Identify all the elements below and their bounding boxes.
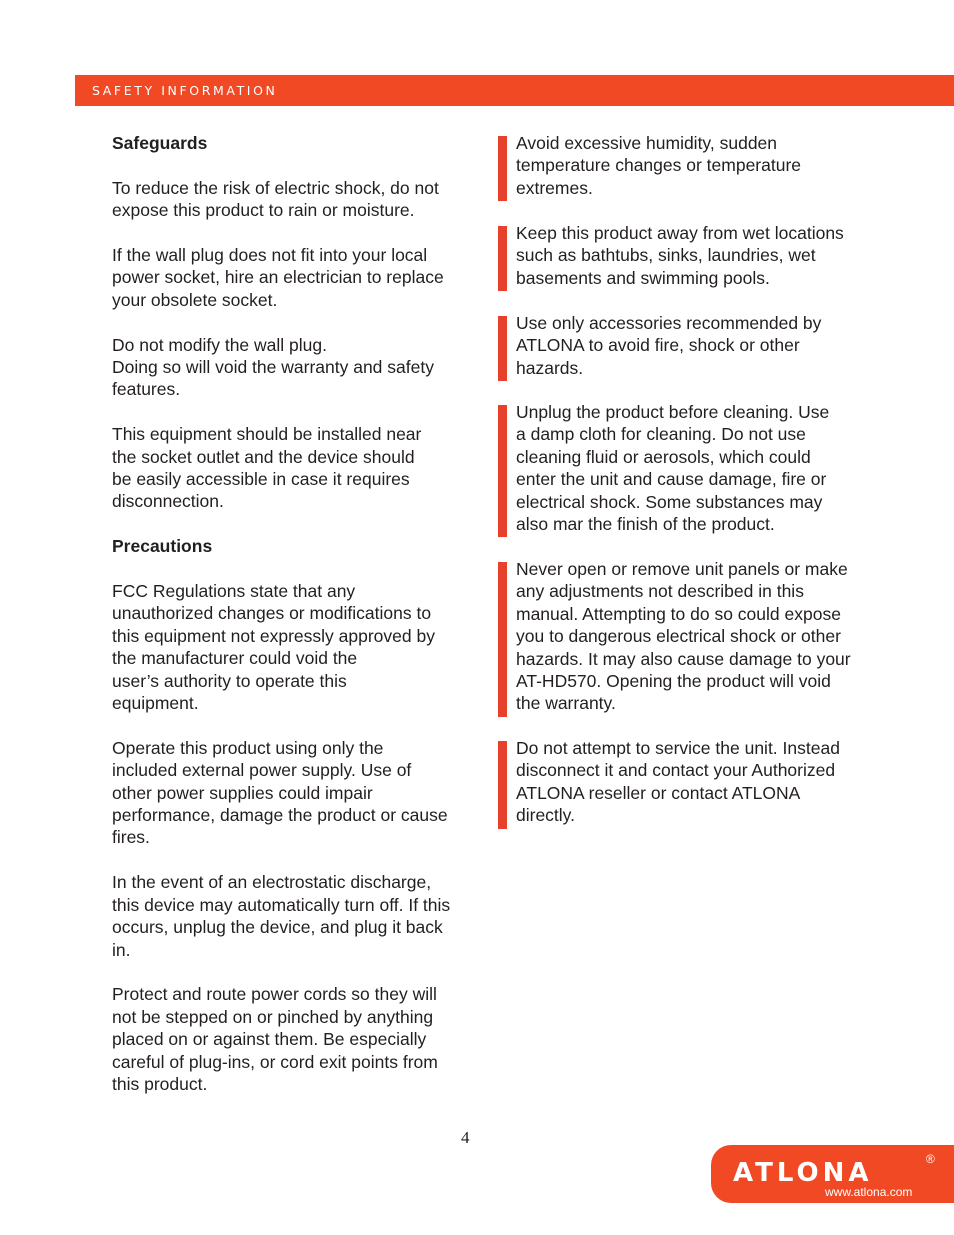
text-line: If the wall plug does not fit into your local — [112, 245, 428, 265]
text-line: Protect and route power cords so they will — [112, 984, 437, 1005]
paragraph — [112, 244, 482, 311]
website-url: www.atlona.com — [825, 1185, 913, 1199]
text-line: disconnection. — [112, 491, 224, 512]
safety-item — [498, 312, 888, 379]
text-line: expose this product to rain or moisture. — [112, 200, 415, 221]
text-line: the warranty. — [516, 693, 616, 714]
text-line: such as bathtubs, sinks, laundries, wet — [516, 245, 816, 266]
paragraph — [112, 334, 482, 401]
text-line: performance, damage the product or cause — [112, 805, 448, 826]
text-line: included external power supply. Use of — [112, 760, 412, 781]
text-line: basements and swimming pools. — [516, 267, 770, 288]
text-line: ATLONA to avoid fire, shock or other — [516, 335, 800, 356]
safety-item — [498, 558, 888, 715]
text-line: temperature changes or temperature — [516, 155, 802, 176]
paragraph — [112, 580, 482, 714]
text-line: you to dangerous electrical shock or other — [516, 626, 841, 647]
section-header-bar — [75, 75, 954, 106]
left-column — [112, 132, 482, 1095]
text-line: the socket outlet and the device should — [112, 446, 415, 467]
accent-bar — [498, 741, 507, 829]
text-line: not be stepped on or pinched by anything — [112, 1006, 434, 1027]
text-line: this equipment not expressly approved by — [112, 625, 435, 646]
text-line: in. — [112, 939, 131, 960]
text-line: cleaning fluid or aerosols, which could — [516, 446, 811, 467]
text-line: Unplug the product before cleaning. Use — [516, 402, 830, 422]
text-line: electrical shock. Some substances may — [516, 491, 823, 512]
text-line: ATLONA reseller or contact ATLONA — [516, 782, 801, 803]
paragraph — [112, 983, 482, 1095]
atlona-logo — [711, 1145, 954, 1203]
text-line: Never open or remove unit panels or make — [516, 559, 848, 579]
accent-bar — [498, 562, 507, 717]
paragraph — [112, 177, 482, 222]
text-line: directly. — [516, 805, 575, 826]
text-line: Doing so will void the warranty and safety — [112, 357, 434, 378]
registered-mark: ® — [926, 1152, 935, 1166]
section-title: SAFETY INFORMATION — [92, 83, 278, 98]
safety-item-text — [516, 312, 888, 379]
text-line: occurs, unplug the device, and plug it back — [112, 917, 443, 938]
text-line: a damp cloth for cleaning. Do not use — [516, 424, 806, 445]
text-line: your obsolete socket. — [112, 289, 278, 310]
precautions-heading: Precautions — [112, 536, 213, 557]
text-line: this product. — [112, 1073, 208, 1094]
text-line: In the event of an electrostatic discharge, — [112, 872, 432, 893]
safety-item — [498, 737, 888, 827]
text-line: equipment. — [112, 693, 199, 714]
text-line: Use only accessories recommended by — [516, 313, 822, 333]
text-line: Operate this product using only the — [112, 737, 384, 758]
text-line: To reduce the risk of electric shock, do not — [112, 177, 439, 198]
text-line: placed on or against them. Be especially — [112, 1029, 427, 1050]
safety-item — [498, 401, 888, 535]
text-line: user’s authority to operate this — [112, 670, 347, 691]
paragraph — [112, 737, 482, 849]
safety-item-text — [516, 558, 888, 715]
safety-item-text — [516, 132, 888, 199]
text-line: hazards. — [516, 357, 584, 378]
paragraph — [112, 423, 482, 513]
text-line: unauthorized changes or modifications to — [112, 603, 432, 624]
safeguards-heading: Safeguards — [112, 133, 208, 153]
text-line: Do not attempt to service the unit. Instead — [516, 738, 840, 758]
text-line: any adjustments not described in this — [516, 581, 804, 602]
safety-item — [498, 132, 888, 199]
accent-bar — [498, 316, 507, 381]
text-line: careful of plug-ins, or cord exit points from — [112, 1051, 438, 1072]
text-line: Do not modify the wall plug. — [112, 334, 327, 355]
text-line: This equipment should be installed near — [112, 424, 422, 445]
text-line: also mar the finish of the product. — [516, 514, 775, 535]
text-line: be easily accessible in case it requires — [112, 469, 410, 490]
safeguards-list — [112, 177, 482, 513]
text-line: hazards. It may also cause damage to your — [516, 648, 851, 669]
accent-bar — [498, 136, 507, 201]
safety-item — [498, 222, 888, 289]
text-line: power socket, hire an electrician to replace — [112, 267, 444, 288]
text-line: Avoid excessive humidity, sudden — [516, 133, 778, 153]
text-line: this device may automatically turn off. If this — [112, 894, 451, 915]
text-line: the manufacturer could void the — [112, 648, 358, 669]
text-line: manual. Attempting to do so could expose — [516, 603, 841, 624]
safety-item-text — [516, 737, 888, 827]
page-number: 4 — [461, 1128, 470, 1147]
accent-bar — [498, 226, 507, 291]
text-line: AT-HD570. Opening the product will void — [516, 671, 831, 692]
safety-item-text — [516, 222, 888, 289]
text-line: other power supplies could impair — [112, 782, 373, 803]
text-line: extremes. — [516, 177, 593, 198]
precautions-list — [112, 580, 482, 1095]
text-line: enter the unit and cause damage, fire or — [516, 469, 827, 490]
text-line: features. — [112, 379, 181, 400]
text-line: Keep this product away from wet locations — [516, 223, 844, 243]
text-line: FCC Regulations state that any — [112, 581, 356, 602]
text-line: disconnect it and contact your Authorized — [516, 760, 836, 781]
logo-wordmark: ATLONA — [733, 1158, 873, 1188]
safety-item-text — [516, 401, 888, 535]
accent-bar — [498, 405, 507, 537]
paragraph — [112, 871, 482, 961]
text-line: fires. — [112, 827, 150, 848]
